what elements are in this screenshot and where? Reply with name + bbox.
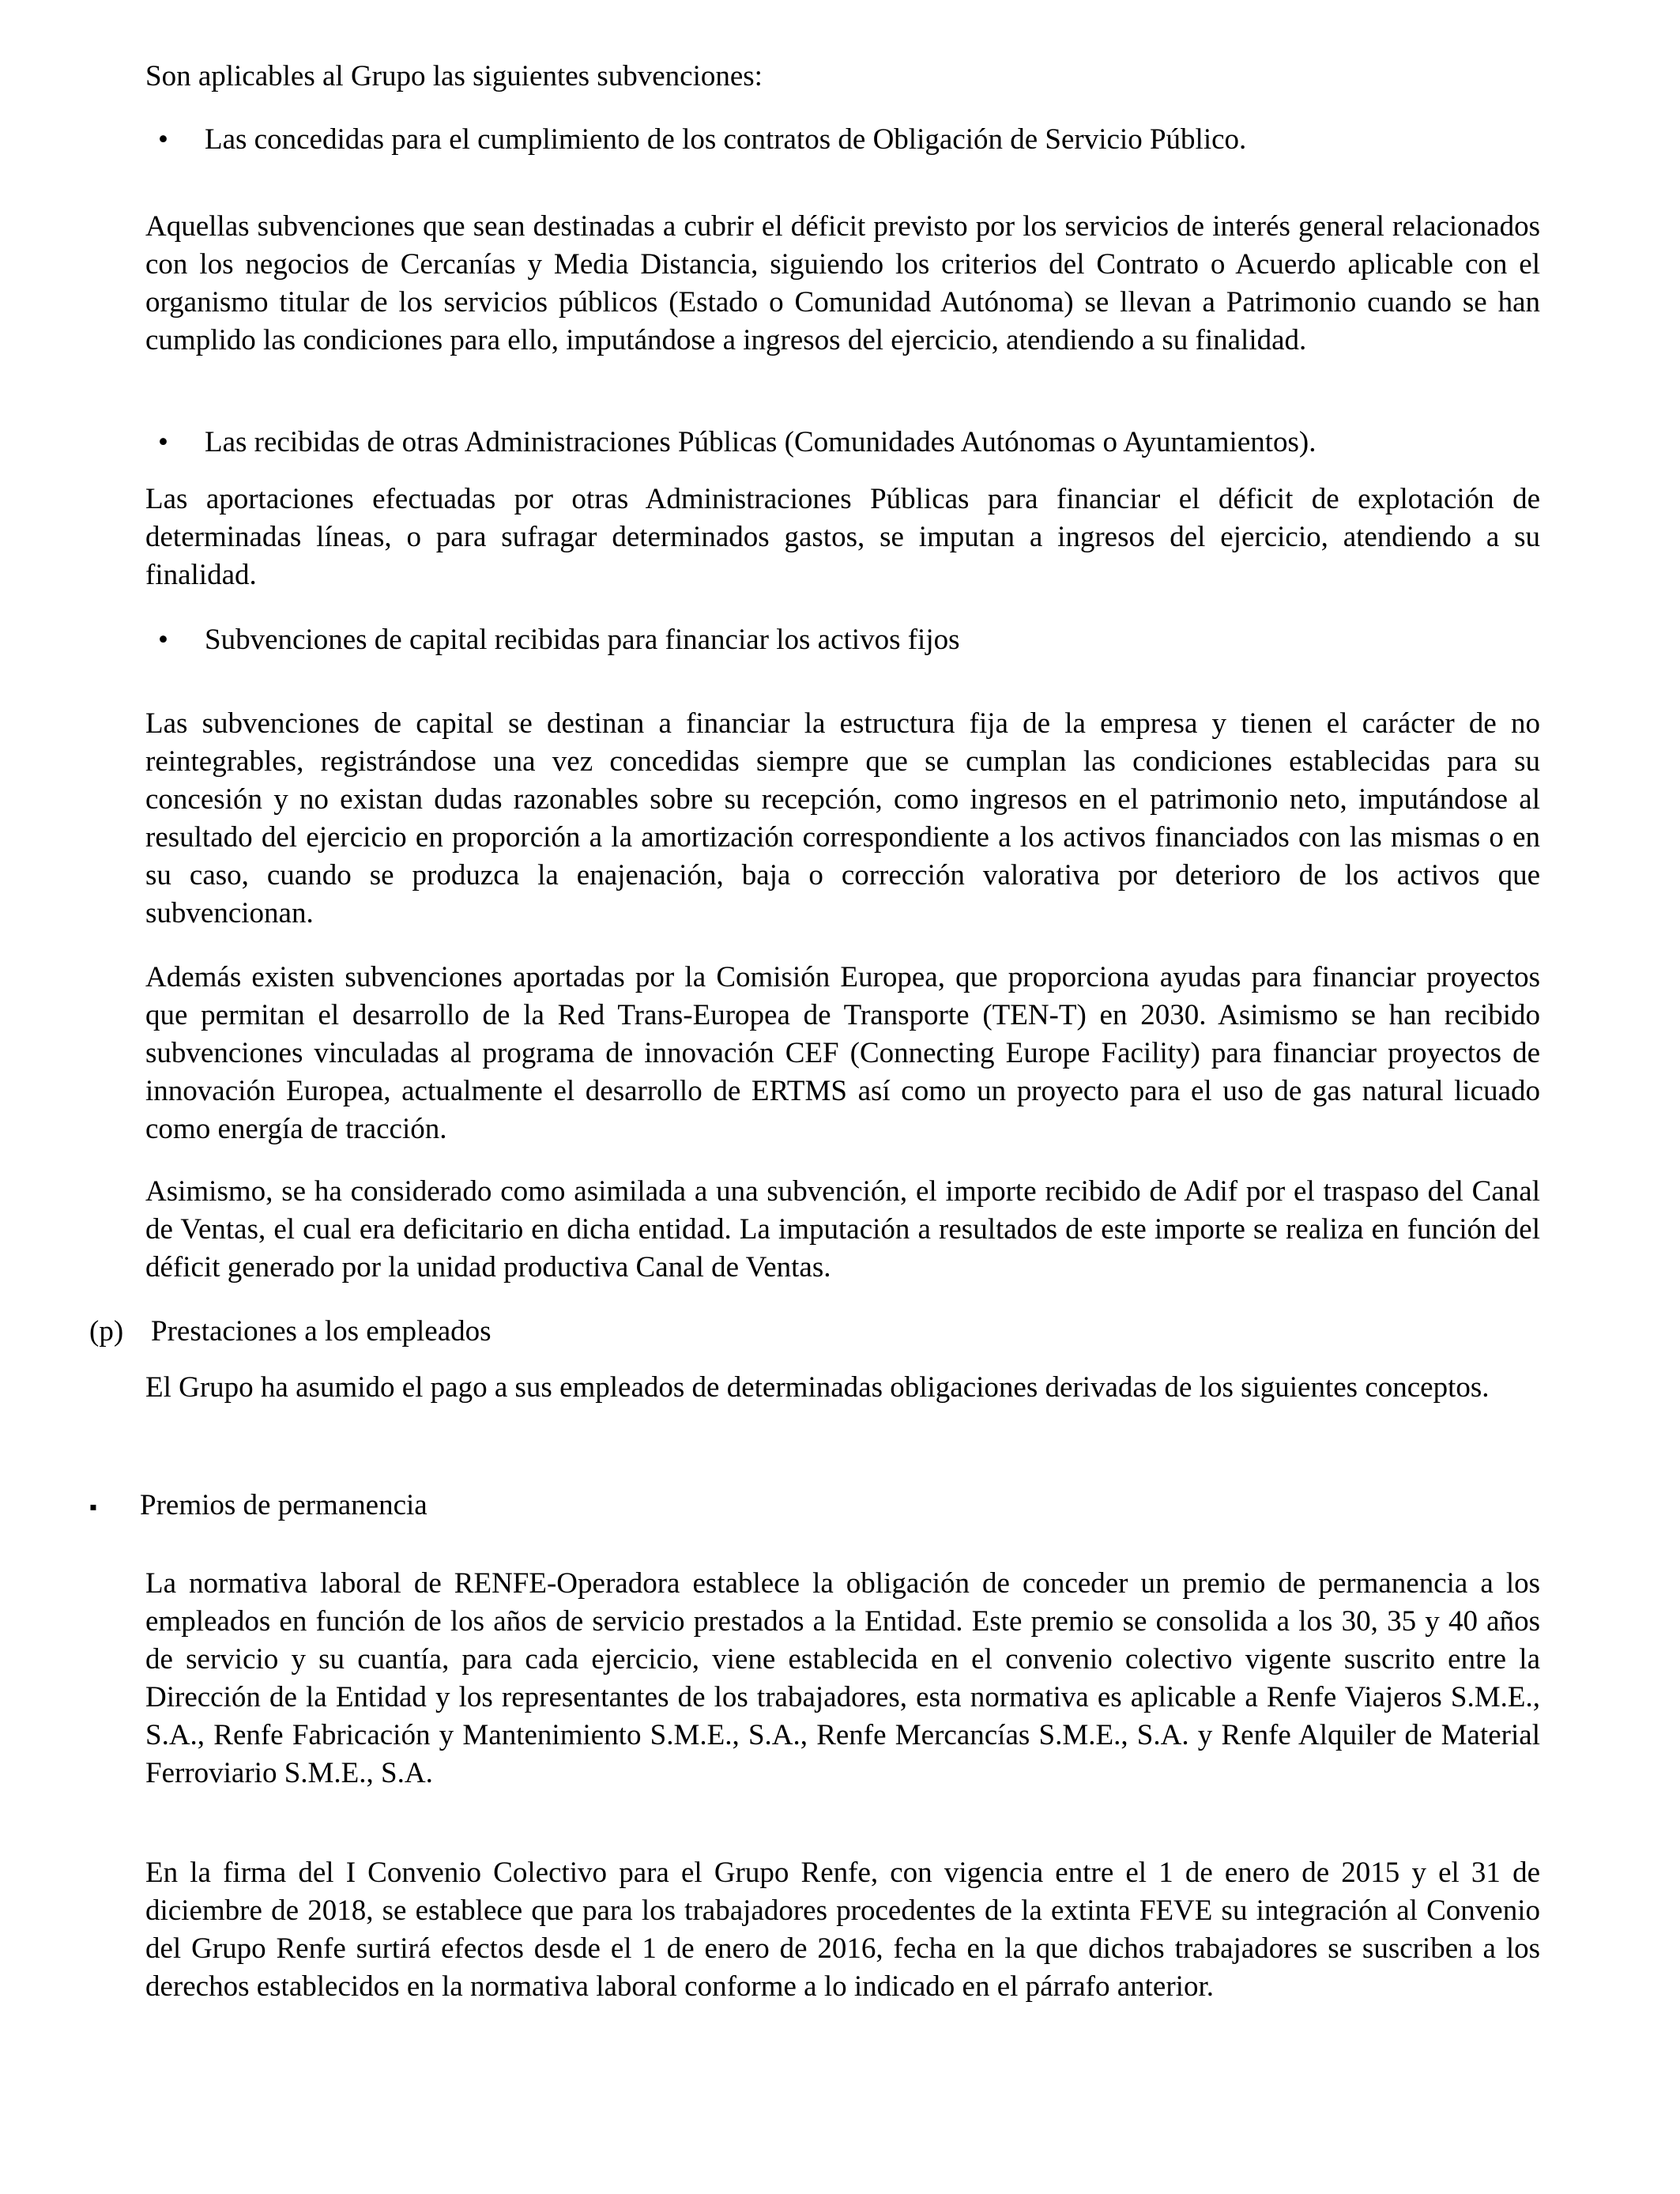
bullet-icon: • [158, 624, 168, 656]
paragraph: Aquellas subvenciones que sean destinadas a cubrir el déficit previsto por los servicios de interés general relacionados con los negocios de Cercanías y Media Distancia, siguiendo los criterios del Contrato o Acuerdo aplicable con el organismo titular de los servicios públicos (Estado o Comunidad Autónoma) se llevan a Patrimonio cuando se han cumplido las condiciones para ello, imputándose a ingresos del ejercicio, atendiendo a su finalidad. [145, 210, 1540, 356]
bullet-text: Las recibidas de otras Administraciones Públicas (Comunidades Autónomas o Ayuntamientos). [205, 426, 1317, 458]
paragraph: Además existen subvenciones aportadas por la Comisión Europea, que proporciona ayudas para financiar proyectos que permitan el desarrollo de la Red Trans-Europea de Transporte (TEN-T) en 2030. Asimismo se han recibido subvenciones vinculadas al programa de innovación CEF (Connecting Europe Facility) para financiar proyectos de innovación Europea, actualmente el desarrollo de ERTMS así como un proyecto para el uso de gas natural licuado como energía de tracción. [145, 961, 1540, 1145]
bullet-text: Subvenciones de capital recibidas para financiar los activos fijos [205, 624, 960, 656]
paragraph: Las subvenciones de capital se destinan a financiar la estructura fija de la empresa y tienen el carácter de no reintegrables, registrándose una vez concedidas siempre que se cumplan las condiciones establecidas para su concesión y no existan dudas razonables sobre su recepción, como ingresos en el patrimonio neto, imputándose al resultado del ejercicio en proporción a la amortización correspondiente a los activos financiados con las mismas o en su caso, cuando se produzca la enajenación, baja o corrección valorativa por deterioro de los activos que subvencionan. [145, 707, 1540, 929]
section-marker: (p) [89, 1315, 124, 1348]
paragraph: Las aportaciones efectuadas por otras Administraciones Públicas para financiar el déficit de explotación de determinadas líneas, o para sufragar determinados gastos, se imputan a ingresos del ejercicio, atendiendo a su finalidad. [145, 483, 1540, 591]
bullet-icon: • [158, 426, 168, 458]
section-heading [89, 1313, 492, 1351]
paragraph: La normativa laboral de RENFE-Operadora establece la obligación de conceder un premio de permanencia a los empleados en función de los años de servicio prestados a la Entidad. Este premio se consolida a los 30, 35 y 40 años de servicio y su cuantía, para cada ejercicio, viene establecida en el convenio colectivo vigente suscrito entre la Dirección de la Entidad y los representantes de los trabajadores, esta normativa es aplicable a Renfe Viajeros S.M.E., S.A., Renfe Fabricación y Mantenimiento S.M.E., S.A., Renfe Mercancías S.M.E., S.A. y Renfe Alquiler de Material Ferroviario S.M.E., S.A. [145, 1567, 1540, 1789]
paragraph: En la firma del I Convenio Colectivo para el Grupo Renfe, con vigencia entre el 1 de enero de 2015 y el 31 de diciembre de 2018, se establece que para los trabajadores procedentes de la extinta FEVE su integración al Convenio del Grupo Renfe surtirá efectos desde el 1 de enero de 2016, fecha en la que dichos trabajadores se suscriben a los derechos establecidos en la normativa laboral conforme a lo indicado en el párrafo anterior. [145, 1857, 1540, 2003]
bullet-text: Las concedidas para el cumplimiento de los contratos de Obligación de Servicio Público. [205, 123, 1247, 156]
paragraph: Asimismo, se ha considerado como asimilada a una subvención, el importe recibido de Adif por el traspaso del Canal de Ventas, el cual era deficitario en dicha entidad. La imputación a resultados de este importe se realiza en función del déficit generado por la unidad productiva Canal de Ventas. [145, 1175, 1540, 1284]
intro-text: Son aplicables al Grupo las siguientes subvenciones: [145, 60, 763, 92]
square-bullet-icon: ▪ [89, 1495, 97, 1520]
section-title: Prestaciones a los empleados [151, 1315, 492, 1348]
subsection-heading [89, 1487, 428, 1527]
bullet-icon: • [158, 123, 168, 156]
subsection-title: Premios de permanencia [140, 1489, 428, 1521]
paragraph: El Grupo ha asumido el pago a sus empleados de determinadas obligaciones derivadas de los siguientes conceptos. [145, 1371, 1490, 1404]
